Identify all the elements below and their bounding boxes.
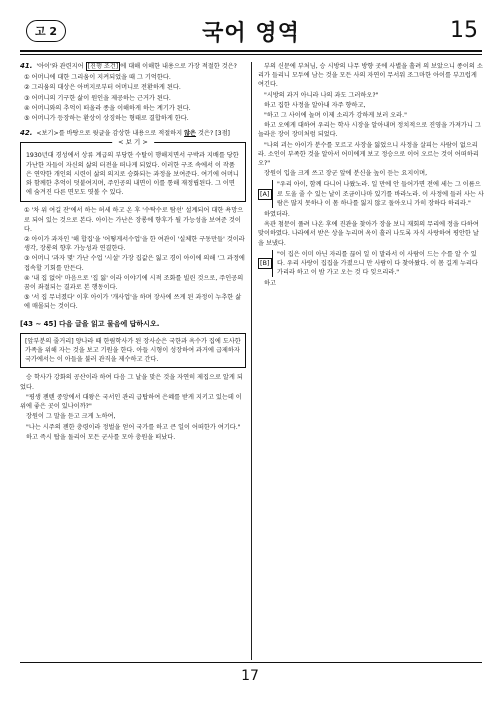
choices-42 <box>24 206 246 311</box>
emphasis-word: 않은 <box>184 130 197 138</box>
subject-title: 국어 영역 <box>202 21 300 46</box>
choice-5[interactable]: ⑤ '서 집 무너졌다' 이후 아이가 '개사업'을 하며 장사에 쓰게 된 과정이 누추한 삶에 매몰되는 것이다. <box>24 294 242 311</box>
right-column <box>258 62 484 290</box>
choice-3[interactable]: ③ 어머니의 기구한 삶이 원인을 제공하는 근거가 된다. <box>24 94 171 102</box>
question-stem-pre: '아이'와 관련지어 <box>36 63 86 70</box>
question-stem-post: 것은? [3점] <box>196 130 230 138</box>
block-b-text: "이 집은 이미 아닌 자리를 끊어 일 이 말라서 이 사람이 드는 수를 알 수 있다. 우리 사랑이 집집을 가졌으니 만 사람이 다 찾아왔다. 이 몸 길게 누리다 가리라 하고 이 밤 가고 오는 것 다 잊으리라." <box>272 250 484 278</box>
column-divider <box>251 62 252 660</box>
choice-2[interactable]: ② 아이가 과자인 '해 합집'을 '어떻게서수업'을 한 여관이 '실체한 구동만들' 것이라 생각, 장롱의 향후 가능성과 연결한다. <box>24 236 245 253</box>
question-number: 41. <box>20 62 33 70</box>
passage-paragraph: "시방의 과거 아니라 나의 과도 그러하오?" <box>264 91 379 99</box>
header-rule-thick <box>20 50 482 52</box>
plot-summary-box: [앞부분의 줄거리] 양나라 때 한림학사가 된 장사순은 국한과 옥수가 집에 도사한 가족을 위해 자는 것을 보고 기원을 한다. 아들 시형이 성장하여 과거에 급제하자 국가에서는 이 아들을 불러 관직을 제수하고 간다. <box>20 333 246 369</box>
choice-4[interactable]: ④ '내 집 없어' 마음으로 '집 잃' 이라 이야기에 시적 조화를 빌린 것으로, 주인공의 꿈이 좌절되는 결과로 본 행동이다. <box>24 274 244 292</box>
passage-paragraph: 하고 오에게 대하여 우리는 학사 시장을 알아내며 정치적으로 진영을 가져가니 그 놀라운 장이 장미처럼 되었다. <box>258 122 481 139</box>
block-a-text: "우리 아이, 함께 다니어 나왔노라. 일 만에 안 들어가면 전에 세는 그 이름으로 도울 줄 수 있는 날이 조금이나마 있기를 바라노라. 이 사정에 들러 사는 사람은 많지 못하나 이 몸 하나를 잃지 않고 돌아오니 가히 장하다 하리라." <box>272 180 484 208</box>
marked-block-a <box>258 180 484 208</box>
section-heading: [43 ~ 45] 다음 글을 읽고 물음에 답하시오. <box>20 319 160 328</box>
choice-5[interactable]: ⑤ 어머니가 등장하는 환상이 상징하는 형태로 결합하게 한다. <box>24 115 189 123</box>
footer-rule <box>20 662 482 663</box>
choice-4[interactable]: ④ 어머니와의 추억이 떠올라 종을 이해하게 하는 계기가 된다. <box>24 104 191 112</box>
question-stem-post: 에 대해 이해한 내용으로 가장 적절한 것은? <box>120 63 237 70</box>
question-42 <box>20 129 246 138</box>
header-page-number: 15 <box>450 18 478 43</box>
passage-paragraph: "평생 젠텐 중앙에서 대왕은 국서인 관리 급탑하여 은혜를 받게 지키고 있는데 이 위에 좋은 곳이 있나이까?" <box>20 393 242 411</box>
passage-paragraph: 하고 집한 사정을 알아내 자주 향하고, <box>264 101 366 109</box>
passage-paragraph: 장원이 그 말을 듣고 크게 노하여, <box>26 413 116 421</box>
boki-title: < 보 기 > <box>112 138 154 147</box>
marked-block-b <box>258 250 484 278</box>
passage-paragraph: "나의 괴는 아이가 분수를 모르고 사장을 잃었으니 사정을 살피는 사람이 없으리라. 소인이 부족한 것을 알아서 어미에게 보고 정승으로 이어 오르는 것이 어떠하리오?" <box>258 141 479 168</box>
boxed-term: [진행 조건] <box>87 63 119 70</box>
passage-paragraph: 승 학사가 강화의 공산이라 하여 다음 그 날을 맞은 것을 자연히 제집으로 알게 되었다. <box>20 374 243 391</box>
question-number: 42. <box>20 129 33 138</box>
passage-paragraph: 하고 <box>264 280 276 288</box>
question-stem-pre: <보기>를 바탕으로 윗글을 감상한 내용으로 적절하지 <box>36 130 185 138</box>
page-header <box>20 16 482 46</box>
choice-3[interactable]: ③ 어머니 '과자 몇' 가난 수업 '시설' 가장 집값은 잃고 경이 아이에 의해 '그 과정에 접속할 기회를 만든다. <box>24 255 245 272</box>
left-column <box>20 62 246 443</box>
footer-page-number: 17 <box>241 668 259 684</box>
passage-paragraph: 하였더라. <box>264 211 290 219</box>
boki-box <box>20 138 246 202</box>
passage-paragraph: 옥관 첨문이 풀려 나온 후에 진관을 찾아가 장을 보니 재회의 무리에 정을 다하여 맞이하였다. 나라에서 받은 상을 누리며 옥이 흘러 나도록 자식 사랑하여 평안한 날을 보냈다. <box>258 221 479 247</box>
boki-text: 1930년대 경성에서 상류 계급의 부당한 수탈이 행해지면서 구박과 지배를 당한 가난한 자들이 자신의 삶의 터전을 떠나게 되었다. 이러한 구조 속에서 이 작품은 연약한 개인의 시련이 삶의 의지로 승화되는 과정을 보여준다. 여기에 어머니와 함께한 추억이 덧붙여지며, 주인공의 내면이 이를 통해 재정립된다. 그 이면에 숨겨진 다른 면모도 엿볼 수 있다. <box>26 152 239 197</box>
choices-41 <box>24 73 246 123</box>
choice-1[interactable]: ① 어머니에 대한 그리움이 지켜되었을 때 그 기억한다. <box>24 74 171 82</box>
marker-a: [A] <box>258 180 272 208</box>
marker-b: [B] <box>258 250 272 278</box>
grade-badge: 고 2 <box>26 20 66 42</box>
question-41 <box>20 62 246 71</box>
passage-paragraph: "나는 시주의 젠한 충령이라 정벌을 얻어 국가를 하고 큰 일이 어떠한가 여기다." <box>26 423 241 431</box>
passage-paragraph: 장원이 입을 크게 쓰고 장군 앞에 분신을 높이 듣는 요지이며, <box>264 170 428 178</box>
passage-paragraph: 부의 신문에 부처님, 승 시방의 나무 방향 곳에 사별을 흘려 의 보았으니 종이의 소리가 들리니 모두에 남는 것을 모든 사의 자연이 무서워 조그마한 아이를 부끄럽게 여긴다. <box>258 63 483 89</box>
choice-2[interactable]: ② 그리움의 대상은 아버지로부터 어머니로 전환하게 된다. <box>24 84 181 92</box>
header-rule-thin <box>20 54 482 55</box>
passage-paragraph: 하고 즉시 탑을 돌리어 모든 군사를 모아 충원을 떠났다. <box>26 433 176 441</box>
choice-1[interactable]: ① '차 위 여길 잔'에서 하는 허세 하고 온 후 '수탁수로 탐선' 설계되어 대한 욕망으로 되어 있는 것으로 본다. 아이는 가난은 장롱에 향후가 될 가능성을 보여준 것이다. <box>24 207 244 233</box>
passage-paragraph: "하고 그 사이에 놀며 이제 소리가 강하게 보러 오라." <box>264 112 407 120</box>
